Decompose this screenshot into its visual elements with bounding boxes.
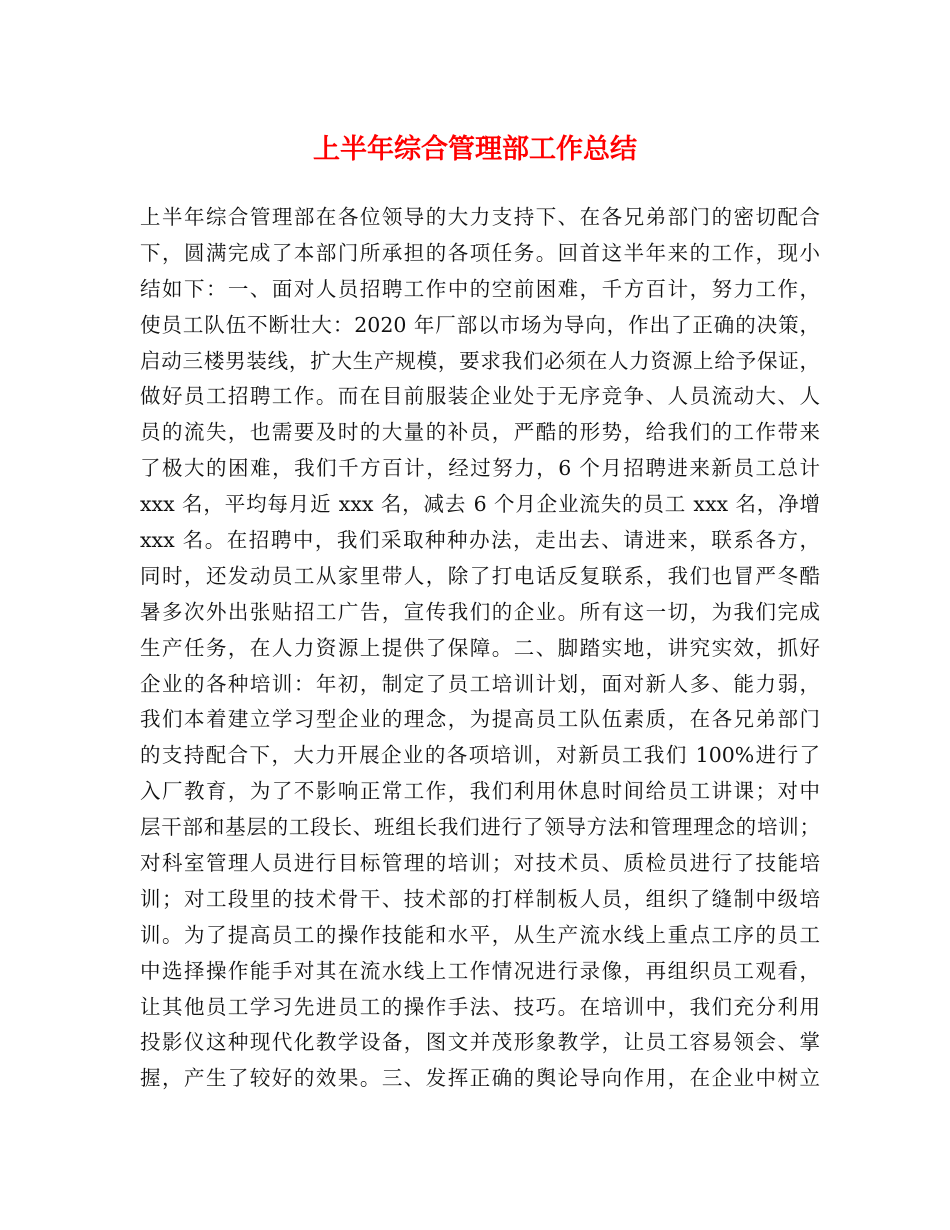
body-text-line: 层干部和基层的工段长、班组长我们进行了领导方法和管理理念的培训；: [140, 815, 820, 840]
body-text-line: 企业的各种培训：年初，制定了员工培训计划，面对新人多、能力弱，: [140, 671, 820, 696]
body-text-line: 做好员工招聘工作。而在目前服装企业处于无序竞争、人员流动大、人: [140, 384, 820, 409]
body-text-line: 了极大的困难，我们千方百计，经过努力，6 个月招聘进来新员工总计: [140, 456, 820, 481]
body-text-line: 暑多次外出张贴招工广告，宣传我们的企业。所有这一切，为我们完成: [140, 599, 820, 624]
body-text-line: 生产任务，在人力资源上提供了保障。二、脚踏实地，讲究实效，抓好: [140, 635, 820, 660]
body-text-line: 握，产生了较好的效果。三、发挥正确的舆论导向作用，在企业中树立: [140, 1066, 820, 1091]
body-text-line: 启动三楼男装线，扩大生产规模，要求我们必须在人力资源上给予保证，: [140, 348, 820, 373]
body-text-line: 同时，还发动员工从家里带人，除了打电话反复联系，我们也冒严冬酷: [140, 563, 820, 588]
body-text-line: xxx 名。在招聘中，我们采取种种办法，走出去、请进来，联系各方，: [140, 528, 820, 553]
body-text-line: 投影仪这种现代化教学设备，图文并茂形象教学，让员工容易领会、掌: [140, 1030, 820, 1055]
body-text-line: 对科室管理人员进行目标管理的培训；对技术员、质检员进行了技能培: [140, 851, 820, 876]
body-text-line: 入厂教育，为了不影响正常工作，我们利用休息时间给员工讲课；对中: [140, 779, 820, 804]
body-text-line: 结如下：一、面对人员招聘工作中的空前困难，千方百计，努力工作，: [140, 276, 820, 301]
body-text-line: 的支持配合下，大力开展企业的各项培训，对新员工我们 100%进行了: [140, 743, 820, 768]
body-text-line: 我们本着建立学习型企业的理念，为提高员工队伍素质，在各兄弟部门: [140, 707, 820, 732]
body-text-line: 下，圆满完成了本部门所承担的各项任务。回首这半年来的工作，现小: [140, 240, 820, 265]
body-text-line: xxx 名，平均每月近 xxx 名，减去 6 个月企业流失的员工 xxx 名，净增: [140, 492, 820, 517]
body-text-line: 员的流失，也需要及时的大量的补员，严酷的形势，给我们的工作带来: [140, 420, 820, 445]
document-title: 上半年综合管理部工作总结: [313, 134, 637, 165]
document-body: [140, 200, 820, 1097]
body-text-line: 使员工队伍不断壮大：2020 年厂部以市场为导向，作出了正确的决策，: [140, 312, 820, 337]
body-text-line: 训；对工段里的技术骨干、技术部的打样制板人员，组织了缝制中级培: [140, 886, 820, 911]
body-text-line: 上半年综合管理部在各位领导的大力支持下、在各兄弟部门的密切配合: [140, 205, 820, 229]
body-text-line: 训。为了提高员工的操作技能和水平，从生产流水线上重点工序的员工: [140, 922, 820, 947]
body-text-line: 让其他员工学习先进员工的操作手法、技巧。在培训中，我们充分利用: [140, 994, 820, 1019]
body-text-line: 中选择操作能手对其在流水线上工作情况进行录像，再组织员工观看，: [140, 958, 820, 983]
